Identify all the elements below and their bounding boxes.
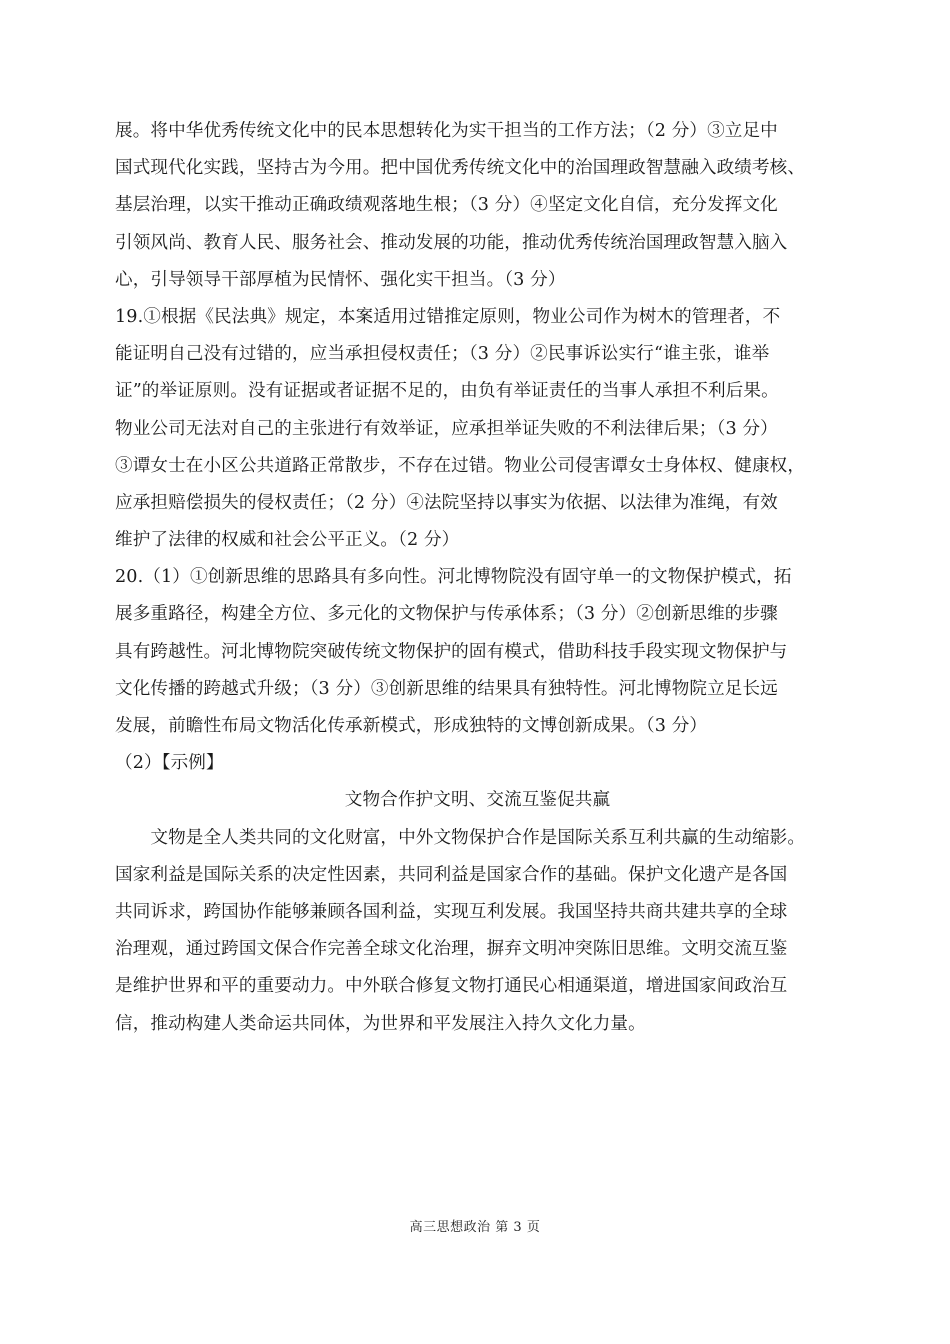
text-line: 引领风尚、教育人民、服务社会、推动发展的功能，推动优秀传统治国理政智慧入脑入 xyxy=(115,232,788,253)
text-line: 物业公司无法对自己的主张进行有效举证，应承担举证失败的不利法律后果；（3 分） xyxy=(115,418,778,439)
text-line: 心，引导领导干部厚植为民情怀、强化实干担当。（3 分） xyxy=(115,269,566,290)
essay-line: 国家利益是国际关系的决定性因素，共同利益是国家合作的基础。保护文化遗产是各国 xyxy=(115,864,788,885)
text-line: ③谭女士在小区公共道路正常散步，不存在过错。物业公司侵害谭女士身体权、健康权， xyxy=(115,455,806,476)
text-line: 证”的举证原则。没有证据或者证据不足的，由负有举证责任的当事人承担不利后果。 xyxy=(115,381,779,402)
essay-title: 文物合作护文明、交流互鉴促共赢 xyxy=(344,790,611,811)
answer-text-block xyxy=(115,113,840,1043)
text-line: 发展，前瞻性布局文物活化传承新模式，形成独特的文博创新成果。（3 分） xyxy=(115,716,708,736)
text-line: 具有跨越性。河北博物院突破传统文物保护的固有模式，借助科技手段实现文物保护与 xyxy=(115,641,788,662)
text-line: 能证明自己没有过错的，应当承担侵权责任；（3 分）②民事诉讼实行“谁主张，谁举 xyxy=(115,344,770,365)
question-20-line: 20.（1）①创新思维的思路具有多向性。河北博物院没有固守单一的文物保护模式，拓 xyxy=(115,567,792,588)
text-line: 应承担赔偿损失的侵权责任；（2 分）④法院坚持以事实为依据、以法律为准绳，有效 xyxy=(115,492,778,513)
text-line: 国式现代化实践，坚持古为今用。把中国优秀传统文化中的治国理政智慧融入政绩考核、 xyxy=(115,158,806,179)
essay-line: 信，推动构建人类命运共同体，为世界和平发展注入持久文化力量。 xyxy=(115,1013,646,1034)
essay-line: 是维护世界和平的重要动力。中外联合修复文物打通民心相通渠道，增进国家间政治互 xyxy=(115,976,788,997)
question-19-line: 19.①根据《民法典》规定，本案适用过错推定原则，物业公司作为树木的管理者，不 xyxy=(115,306,781,327)
essay-line: 共同诉求，跨国协作能够兼顾各国利益，实现互利发展。我国坚持共商共建共享的全球 xyxy=(115,901,788,922)
essay-line: 文物是全人类共同的文化财富，中外文物保护合作是国际关系互利共赢的生动缩影。 xyxy=(115,827,806,848)
text-line: 基层治理，以实干推动正确政绩观落地生根；（3 分）④坚定文化自信，充分发挥文化 xyxy=(115,195,778,216)
essay-line: 治理观，通过跨国文保合作完善全球文化治理，摒弃文明冲突陈旧思维。文明交流互鉴 xyxy=(115,939,788,960)
example-label: （2）【示例】 xyxy=(115,753,224,774)
text-line: 维护了法律的权威和社会公平正义。（2 分） xyxy=(115,530,460,551)
text-line: 展。将中华优秀传统文化中的民本思想转化为实干担当的工作方法；（2 分）③立足中 xyxy=(115,121,778,141)
page-footer: 高三思想政治 第 3 页 xyxy=(409,1220,541,1235)
text-line: 文化传播的跨越式升级；（3 分）③创新思维的结果具有独特性。河北博物院立足长远 xyxy=(115,678,778,699)
text-line: 展多重路径，构建全方位、多元化的文物保护与传承体系；（3 分）②创新思维的步骤 xyxy=(115,604,778,625)
